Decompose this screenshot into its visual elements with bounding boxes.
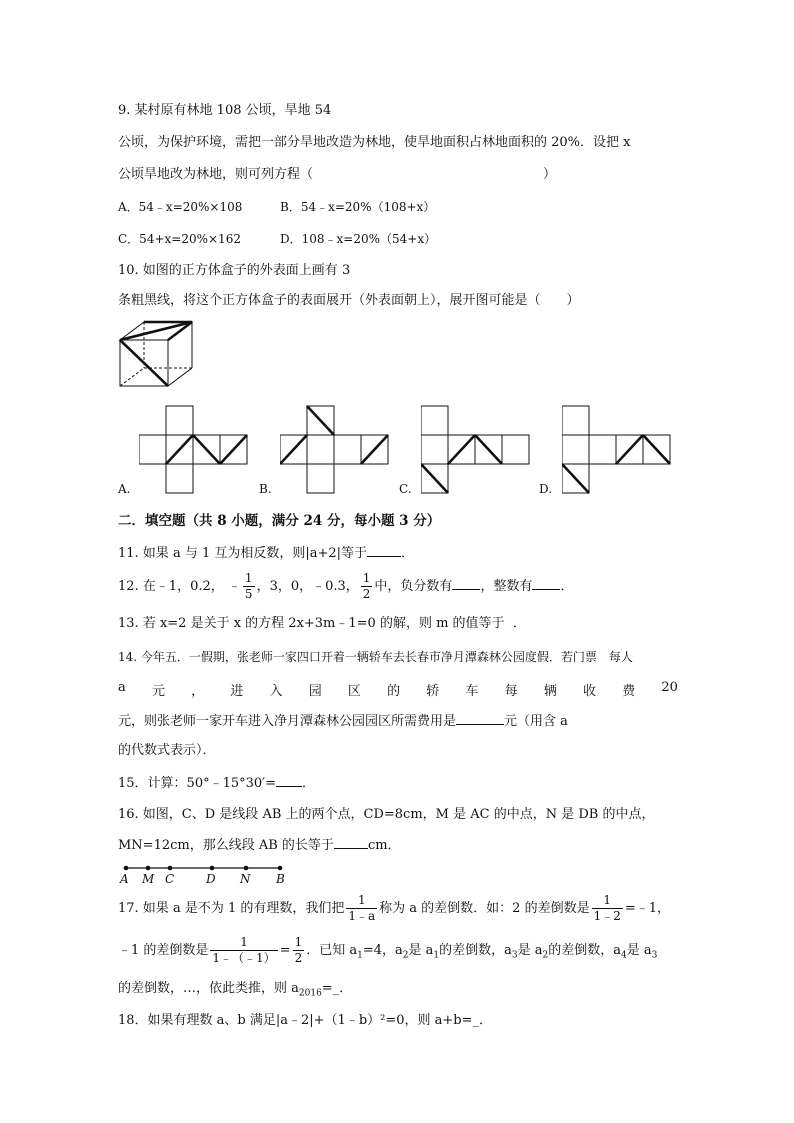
q14-word: 每 — [504, 684, 518, 699]
q17-frac2-num: 1 — [592, 893, 623, 909]
point-b — [278, 866, 283, 871]
q9-option-d: D．108﹣x=20%（54+x） — [280, 232, 437, 246]
q17-text: 是 a — [517, 943, 543, 958]
q10-line-1: 10. 如图的正方体盒子的外表面上画有 3 — [118, 263, 351, 278]
q17-eq1: =﹣1， — [624, 901, 671, 916]
q17-line-1 — [118, 892, 670, 926]
q12-frac1-den: 5 — [244, 587, 253, 601]
q17-sub: 1 — [357, 950, 363, 961]
q14-word: 费 — [622, 684, 636, 699]
q14-word: 元 — [151, 684, 165, 699]
label-m: M — [142, 872, 155, 886]
point-m — [146, 866, 151, 871]
q17-line-2 — [118, 934, 657, 973]
q17-frac4-den: 2 — [294, 951, 303, 965]
q14-line-3-end: 元（用含 a — [504, 714, 568, 729]
q17-sub: 2016 — [298, 988, 322, 999]
section-heading: 二．填空题（共 8 小题，满分 24 分，每小题 3 分） — [118, 513, 441, 529]
q17-frac3-num: 1 — [210, 935, 277, 951]
q9-option-b: B．54﹣x=20%（108+x） — [280, 200, 436, 214]
q15-text: 15．计算：50°﹣15°30′= — [118, 776, 277, 791]
label-a: A — [120, 872, 129, 886]
q13-end: ． — [512, 616, 526, 631]
q12-end: ． — [560, 579, 574, 594]
q12-fraction-1 — [243, 571, 255, 602]
q12-frac1-num: 1 — [244, 571, 253, 585]
q12-tail-2: ，整数有 — [480, 579, 533, 594]
q17-line-3 — [118, 980, 352, 1003]
q12 — [118, 570, 573, 604]
q11 — [118, 544, 414, 563]
q16-line-2-unit: cm． — [367, 838, 401, 853]
q9-line-2: 公顷，为保护环境，需把一部分旱地改造为林地，使旱地面积占林地面积的 20%．设把 x — [118, 135, 631, 150]
q10-line-2: 条粗黑线，将这个正方体盒子的表面展开（外表面朝上），展开图可能是（ ） — [118, 293, 580, 308]
q9-line-3 — [118, 166, 556, 184]
q14-word: a — [118, 680, 126, 695]
q12-tail-1: 中，负分数有 — [374, 579, 453, 594]
q12-fraction-2 — [361, 571, 373, 602]
q17-l2-post: ．已知 a — [306, 943, 358, 958]
q16-line-1: 16. 如图，C、D 是线段 AB 上的两个点，CD=8cm，M 是 AC 的中点，N 是 DB 的中点， — [118, 807, 655, 822]
q11-end: ． — [401, 546, 415, 561]
q12-pre: 12. 在﹣1，0.2， — [118, 579, 224, 594]
q14-word: 收 — [583, 684, 597, 699]
point-n — [244, 866, 249, 871]
q17-l2-pre: ﹣1 的差倒数是 — [118, 943, 209, 958]
q14-word: 车 — [465, 684, 479, 699]
q17-frac3-den: 1﹣（﹣1） — [212, 951, 276, 965]
q17-l3b: =_． — [321, 981, 353, 996]
q14-line-3 — [118, 712, 568, 731]
q17-mid: 称为 a 的差倒数．如：2 的差倒数是 — [379, 901, 590, 916]
point-d — [210, 866, 215, 871]
q17-text: =4，a — [362, 943, 403, 958]
q12-frac2-den: 2 — [362, 587, 371, 601]
q14-word: ， — [191, 684, 205, 699]
net-label-d: D. — [539, 482, 553, 496]
q12-frac2-num: 1 — [362, 571, 371, 585]
q17-frac2-den: 1﹣2 — [593, 909, 621, 923]
q17-sub: 2 — [402, 950, 409, 961]
label-d: D — [206, 872, 216, 886]
q14-word: 20 — [661, 680, 678, 695]
net-d — [562, 404, 672, 496]
q9-line-3-text: 公顷旱地改为林地，则可列方程（ — [118, 167, 314, 182]
q18: 18．如果有理数 a、b 满足|a﹣2|+（1﹣b）²=0，则 a+b=_． — [118, 1013, 493, 1028]
q17-fraction-3 — [210, 935, 277, 966]
net-label-c: C. — [399, 482, 412, 496]
q14-word: 入 — [269, 684, 283, 699]
point-a — [124, 866, 129, 871]
q17-fraction-4 — [293, 935, 305, 966]
q17-fraction-1 — [346, 893, 377, 924]
q17-text: 是 a — [626, 943, 652, 958]
net-label-a: A. — [118, 482, 131, 496]
q15-end: ． — [302, 776, 316, 791]
q13-text: 13. 若 x=2 是关于 x 的方程 2x+3m﹣1=0 的解，则 m 的值等于 — [118, 616, 505, 631]
q17-sub: 4 — [621, 950, 627, 961]
q17-frac4-num: 1 — [294, 935, 303, 949]
q17-text: 是 a — [408, 943, 434, 958]
label-b: B — [276, 872, 285, 886]
q14-line-2 — [118, 680, 678, 699]
q16-line-2 — [118, 836, 401, 855]
q14-word: 区 — [347, 684, 361, 699]
q17-sub: 3 — [511, 950, 518, 961]
net-label-b: B. — [259, 482, 272, 496]
q17-sub: 1 — [433, 950, 440, 961]
q9-option-a: A．54﹣x=20%×108 — [118, 200, 243, 214]
q11-text: 11. 如果 a 与 1 互为相反数，则|a+2|等于 — [118, 546, 368, 561]
net-b — [280, 404, 390, 496]
q17-fraction-2 — [592, 893, 623, 924]
net-a — [139, 404, 249, 496]
q15 — [118, 774, 315, 793]
q17-text: 的差倒数，a — [548, 943, 622, 958]
label-n: N — [240, 872, 251, 886]
q17-frac1-den: 1﹣a — [348, 909, 376, 923]
point-c — [168, 866, 173, 871]
q13 — [118, 615, 526, 633]
q9-line-3-paren: ） — [543, 167, 557, 182]
q14-word: 进 — [230, 684, 244, 699]
q14-line-3-text: 元，则张老师一家开车进入净月潭森林公园园区所需费用是 — [118, 714, 457, 729]
label-c: C — [165, 872, 175, 886]
q14-word: 轿 — [426, 684, 440, 699]
q17-text: 的差倒数，a — [439, 943, 512, 958]
q16-line-2-text: MN=12cm，那么线段 AB 的长等于 — [118, 838, 334, 853]
q17-pre: 17. 如果 a 是不为 1 的有理数，我们把 — [118, 901, 345, 916]
q14-word: 辆 — [543, 684, 557, 699]
q14-line-4: 的代数式表示）． — [118, 743, 216, 758]
q9-option-c: C．54+x=20%×162 — [118, 232, 241, 246]
q14-word: 园 — [308, 684, 322, 699]
q17-sub: 3 — [651, 950, 658, 961]
q9-line-1: 9. 某村原有林地 108 公顷，旱地 54 — [118, 103, 332, 118]
q17-eq2: = — [279, 943, 291, 958]
q17-sub: 2 — [542, 950, 549, 961]
q12-mid: ，3，0，﹣0.3， — [256, 579, 359, 594]
q14-line-1: 14. 今年五．一假期，张老师一家四口开着一辆轿车去长春市净月潭森林公园度假．若门票 每人 — [118, 650, 633, 664]
q14-word: 的 — [387, 684, 401, 699]
q12-neg: ﹣ — [227, 579, 241, 594]
cube-figure — [116, 320, 196, 390]
net-c — [421, 404, 531, 496]
q17-frac1-num: 1 — [346, 893, 377, 909]
q17-l3a: 的差倒数，…，依此类推，则 a — [118, 981, 299, 996]
